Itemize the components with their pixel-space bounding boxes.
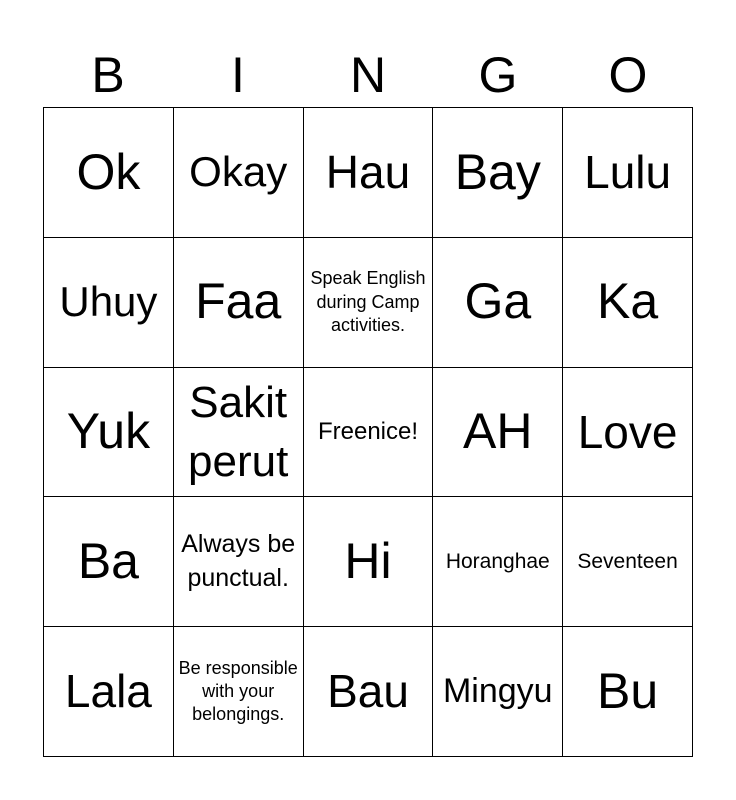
bingo-board [43,107,693,757]
cell-text: Okay [189,148,288,196]
cell-text: Always be punctual. [181,530,296,592]
bingo-cell[interactable] [304,627,434,757]
header-letter-b: B [91,47,125,103]
cell-text: AH [463,403,533,460]
bingo-cell[interactable] [44,497,174,627]
header-letter-o: O [608,47,648,103]
cell-text: Lulu [584,145,672,198]
cell-text: Freenice! [317,417,419,445]
cell-text: Yuk [66,403,151,460]
bingo-cell[interactable] [433,108,563,238]
cell-text: Hi [344,533,392,590]
bingo-cell[interactable] [433,238,563,368]
bingo-cell[interactable] [304,497,434,627]
cell-text: Uhuy [59,278,158,326]
bingo-cell[interactable] [174,497,304,627]
bingo-cell[interactable] [563,108,693,238]
header-letter-n: N [349,47,387,103]
bingo-cell[interactable] [304,368,434,498]
cell-text: Hau [325,145,411,198]
bingo-cell[interactable] [174,368,304,498]
bingo-cell[interactable] [433,368,563,498]
cell-text: Ok [76,143,141,200]
cell-text: Horanghae [445,550,550,574]
bingo-cell[interactable] [433,627,563,757]
cell-text: Speak English during Camp activities. [310,268,426,335]
cell-text: Seventeen [577,550,678,574]
bingo-cell[interactable] [433,497,563,627]
cell-text: Bu [597,662,659,719]
header-letter-g: G [478,47,518,103]
header-letter-i: I [231,47,245,103]
cell-text: Be responsible with your belongings. [178,657,298,725]
bingo-cell[interactable] [174,627,304,757]
cell-text: Bau [327,665,409,718]
bingo-cell[interactable] [174,108,304,238]
cell-text: Ga [464,273,532,330]
bingo-cell[interactable] [44,627,174,757]
bingo-cell[interactable] [44,108,174,238]
cell-text: Lala [64,665,152,718]
cell-text: Ba [77,533,139,590]
bingo-cell[interactable] [563,238,693,368]
bingo-cell[interactable] [44,238,174,368]
cell-text: Faa [195,273,282,330]
bingo-cell[interactable] [563,627,693,757]
cell-text: Sakit perut [188,377,289,486]
bingo-cell[interactable] [304,108,434,238]
bingo-cell[interactable] [44,368,174,498]
bingo-cell[interactable] [304,238,434,368]
cell-text: Ka [597,273,659,330]
bingo-cell[interactable] [174,238,304,368]
cell-text: Mingyu [442,672,553,711]
bingo-cell[interactable] [563,368,693,498]
cell-text: Bay [454,143,541,200]
bingo-cell[interactable] [563,497,693,627]
bingo-header [43,44,693,106]
cell-text: Love [577,405,678,458]
